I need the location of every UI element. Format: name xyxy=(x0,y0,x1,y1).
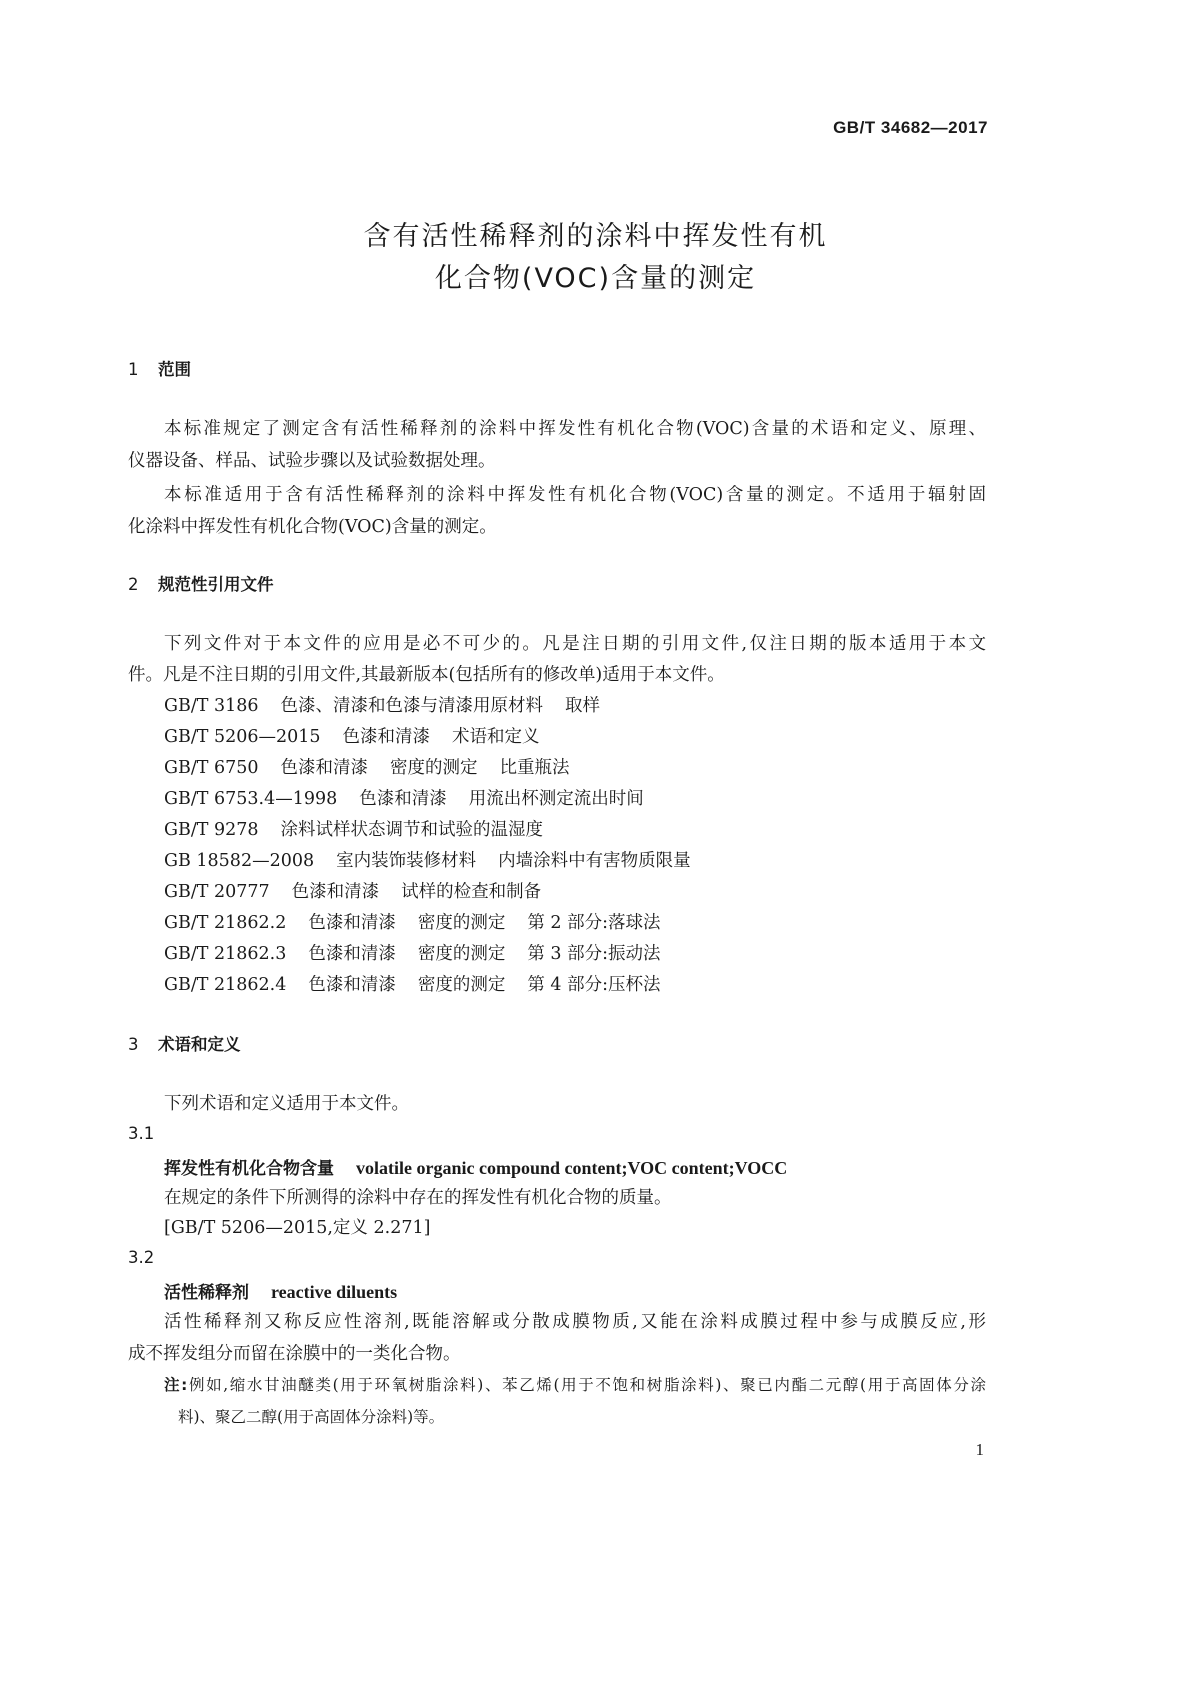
reference-title-part: 色漆和清漆 xyxy=(308,975,396,995)
reference-title-part: 色漆和清漆 xyxy=(359,789,447,809)
paragraph-line: 本标准适用于含有活性稀释剂的涂料中挥发性有机化合物(VOC)含量的测定。不适用于辐射固 xyxy=(164,485,986,505)
note-text: 例如,缩水甘油醚类(用于环氧树脂涂料)、苯乙烯(用于不饱和树脂涂料)、聚已内酯二元醇(用于高固体分涂 xyxy=(187,1376,987,1394)
reference-item xyxy=(164,692,600,717)
section-title: 规范性引用文件 xyxy=(158,575,274,594)
reference-title-part: 色漆和清漆 xyxy=(280,758,369,778)
reference-title-part: 第 4 部分:压杯法 xyxy=(527,975,661,995)
reference-title-part: 第 3 部分:振动法 xyxy=(527,944,661,964)
reference-title-part: 色漆、清漆和色漆与清漆用原材料 xyxy=(280,696,544,716)
reference-title-part: 色漆和清漆 xyxy=(291,882,380,902)
paragraph-line: 本标准规定了测定含有活性稀释剂的涂料中挥发性有机化合物(VOC)含量的术语和定义、原理、 xyxy=(164,419,986,439)
section-number: 1 xyxy=(128,360,139,379)
reference-title-part: 内墙涂料中有害物质限量 xyxy=(498,851,691,871)
note-label: 注: xyxy=(164,1376,188,1394)
paragraph-line: 仪器设备、样品、试验步骤以及试验数据处理。 xyxy=(128,451,496,471)
reference-title-part: 取样 xyxy=(565,696,601,716)
reference-title-part: 色漆和清漆 xyxy=(308,913,396,933)
reference-code: GB 18582—2008 xyxy=(164,851,315,871)
note-continuation: 料)、聚乙二醇(用于高固体分涂料)等。 xyxy=(178,1408,445,1426)
reference-item xyxy=(164,909,661,934)
term-source: [GB/T 5206—2015,定义 2.271] xyxy=(164,1218,431,1238)
reference-item xyxy=(164,971,661,996)
section-1-heading xyxy=(128,356,191,380)
paragraph-line: 下列术语和定义适用于本文件。 xyxy=(164,1094,409,1114)
title-line-1: 含有活性稀释剂的涂料中挥发性有机 xyxy=(363,221,828,252)
reference-title-part: 试样的检查和制备 xyxy=(401,882,542,902)
section-number: 3 xyxy=(128,1035,139,1054)
reference-code: GB/T 6750 xyxy=(164,758,259,778)
reference-title-part: 室内装饰装修材料 xyxy=(336,851,477,871)
reference-title-part: 用流出杯测定流出时间 xyxy=(468,789,644,809)
reference-code: GB/T 3186 xyxy=(164,696,259,716)
paragraph-line: 下列文件对于本文件的应用是必不可少的。凡是注日期的引用文件,仅注日期的版本适用于本文 xyxy=(164,634,986,654)
reference-title-part: 色漆和清漆 xyxy=(308,944,396,964)
reference-item xyxy=(164,723,540,748)
section-2-heading xyxy=(128,571,274,595)
reference-item xyxy=(164,847,691,872)
reference-item xyxy=(164,878,541,903)
section-3-heading xyxy=(128,1031,241,1055)
term-english: reactive diluents xyxy=(271,1282,398,1302)
reference-title-part: 密度的测定 xyxy=(417,944,506,964)
term-entry xyxy=(164,1278,397,1303)
reference-code: GB/T 21862.2 xyxy=(164,913,287,933)
term-definition: 活性稀释剂又称反应性溶剂,既能溶解或分散成膜物质,又能在涂料成膜过程中参与成膜反应,形 xyxy=(164,1312,986,1332)
term-chinese: 活性稀释剂 xyxy=(164,1283,249,1303)
reference-code: GB/T 6753.4—1998 xyxy=(164,789,338,809)
reference-title-part: 密度的测定 xyxy=(417,975,506,995)
term-definition: 成不挥发组分而留在涂膜中的一类化合物。 xyxy=(128,1344,461,1364)
reference-item xyxy=(164,754,570,779)
reference-code: GB/T 5206—2015 xyxy=(164,727,321,747)
term-chinese: 挥发性有机化合物含量 xyxy=(164,1159,334,1179)
reference-item xyxy=(164,940,661,965)
reference-item xyxy=(164,785,644,810)
reference-title-part: 术语和定义 xyxy=(452,727,540,747)
title-line-2: 化合物(VOC)含量的测定 xyxy=(434,263,757,294)
reference-title-part: 色漆和清漆 xyxy=(342,727,431,747)
reference-code: GB/T 21862.4 xyxy=(164,975,287,995)
term-definition: 在规定的条件下所测得的涂料中存在的挥发性有机化合物的质量。 xyxy=(164,1188,672,1208)
reference-code: GB/T 20777 xyxy=(164,882,270,902)
term-number: 3.2 xyxy=(128,1248,155,1267)
reference-title-part: 比重瓶法 xyxy=(499,758,570,778)
section-title: 术语和定义 xyxy=(158,1035,241,1054)
reference-title-part: 密度的测定 xyxy=(417,913,506,933)
reference-item xyxy=(164,816,543,841)
note xyxy=(164,1373,986,1395)
page-number: 1 xyxy=(975,1440,984,1459)
term-entry xyxy=(164,1154,787,1179)
reference-title-part: 密度的测定 xyxy=(390,758,478,778)
term-number: 3.1 xyxy=(128,1124,155,1143)
reference-title-part: 第 2 部分:落球法 xyxy=(527,913,661,933)
document-number: GB/T 34682—2017 xyxy=(833,118,988,137)
reference-code: GB/T 9278 xyxy=(164,820,259,840)
reference-code: GB/T 21862.3 xyxy=(164,944,287,964)
term-english: volatile organic compound content;VOC content;VOCC xyxy=(356,1158,788,1178)
paragraph-line: 件。凡是不注日期的引用文件,其最新版本(包括所有的修改单)适用于本文件。 xyxy=(128,665,725,685)
section-title: 范围 xyxy=(158,360,191,379)
paragraph-line: 化涂料中挥发性有机化合物(VOC)含量的测定。 xyxy=(128,517,497,537)
section-number: 2 xyxy=(128,575,139,594)
reference-title-part: 涂料试样状态调节和试验的温湿度 xyxy=(280,820,544,840)
